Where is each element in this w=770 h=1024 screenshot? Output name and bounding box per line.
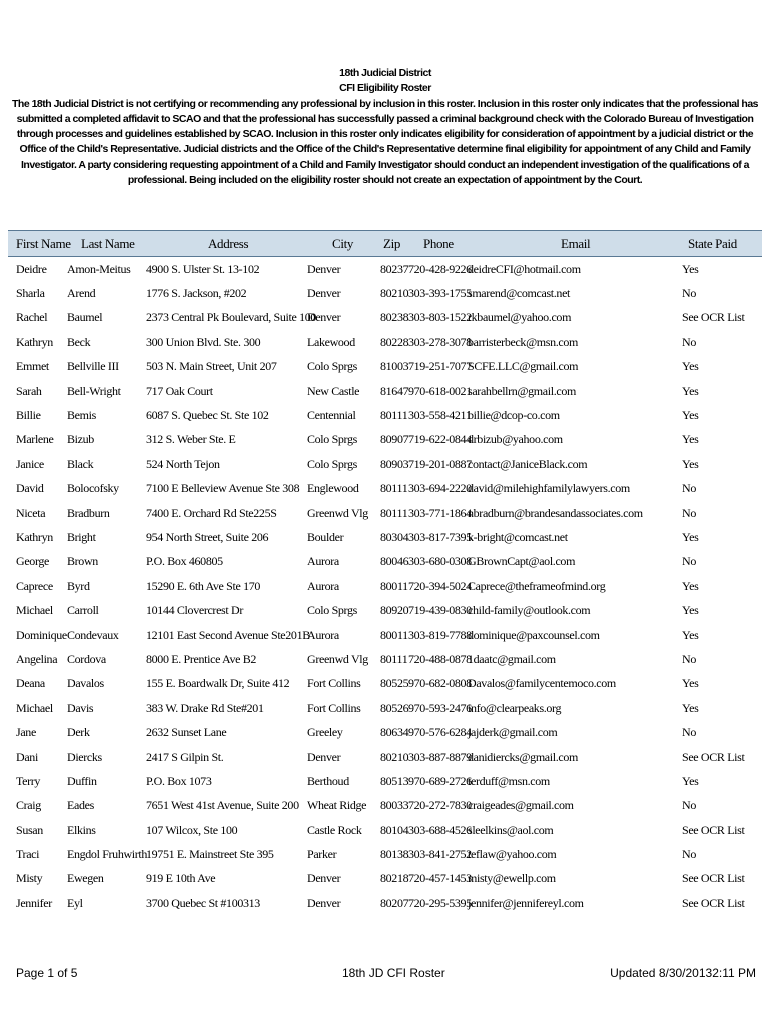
cell-state-paid: No <box>682 847 696 862</box>
table-row <box>8 306 762 330</box>
cell-address: 717 Oak Court <box>146 383 213 398</box>
cell-last-name: Ewegen <box>67 871 104 886</box>
cell-address: 15290 E. 6th Ave Ste 170 <box>146 578 261 593</box>
cell-first-name: Deana <box>16 676 45 691</box>
cell-email: contact@JaniceBlack.com <box>468 456 588 471</box>
table-row <box>8 598 762 622</box>
cell-phone: 719-622-0844 <box>408 432 472 447</box>
cell-zip: 81003 <box>380 359 409 374</box>
cell-email: Davalos@familycentemoco.com <box>468 676 616 691</box>
cell-first-name: Sarah <box>16 383 42 398</box>
cell-first-name: Billie <box>16 408 41 423</box>
cell-first-name: Misty <box>16 871 43 886</box>
cell-email: jennifer@jennifereyl.com <box>468 895 584 910</box>
cell-first-name: Jane <box>16 725 36 740</box>
table-row <box>8 477 762 501</box>
table-row <box>8 355 762 379</box>
cell-state-paid: Yes <box>682 408 699 423</box>
table-body <box>8 257 762 916</box>
roster-table <box>8 230 762 916</box>
cell-city: Colo Sprgs <box>307 456 357 471</box>
updated-timestamp: Updated 8/30/20132:11 PM <box>610 966 756 980</box>
cell-city: Greeley <box>307 725 343 740</box>
cell-zip: 80210 <box>380 286 409 301</box>
cell-first-name: Craig <box>16 798 41 813</box>
cell-email: k-bright@comcast.net <box>468 529 568 544</box>
cell-address: 312 S. Weber Ste. E <box>146 432 236 447</box>
cell-first-name: Kathryn <box>16 334 53 349</box>
cell-email: sleelkins@aol.com <box>468 822 554 837</box>
cell-zip: 80138 <box>380 847 409 862</box>
cell-phone: 719-251-7077 <box>408 359 472 374</box>
cell-email: david@milehighfamilylawyers.com <box>468 481 630 496</box>
cell-phone: 720-272-7830 <box>408 798 472 813</box>
cell-last-name: Bell-Wright <box>67 383 121 398</box>
cell-last-name: Davalos <box>67 676 104 691</box>
cell-zip: 80210 <box>380 749 409 764</box>
cell-city: Greenwd Vlg <box>307 505 368 520</box>
cell-state-paid: Yes <box>682 261 699 276</box>
col-city: City <box>332 235 353 251</box>
col-state-paid: State Paid <box>688 235 737 251</box>
cell-city: Parker <box>307 847 337 862</box>
table-row <box>8 623 762 647</box>
cell-email: drbizub@yahoo.com <box>468 432 563 447</box>
cell-city: Fort Collins <box>307 700 361 715</box>
cell-city: Centennial <box>307 408 356 423</box>
cell-address: 155 E. Boardwalk Dr, Suite 412 <box>146 676 290 691</box>
cell-email: jajderk@gmail.com <box>468 725 558 740</box>
col-email: Email <box>561 235 591 251</box>
cell-city: Denver <box>307 871 341 886</box>
table-row <box>8 501 762 525</box>
cell-zip: 80033 <box>380 798 409 813</box>
cell-phone: 970-682-0808 <box>408 676 472 691</box>
cell-phone: 720-428-9226 <box>408 261 472 276</box>
cell-last-name: Bemis <box>67 408 96 423</box>
cell-state-paid: No <box>682 554 696 569</box>
cell-last-name: Duffin <box>67 773 97 788</box>
cell-address: P.O. Box 1073 <box>146 773 212 788</box>
cell-zip: 80907 <box>380 432 409 447</box>
cell-email: danidiercks@gmail.com <box>468 749 579 764</box>
cell-address: 7400 E. Orchard Rd Ste225S <box>146 505 277 520</box>
cell-phone: 303-558-4211 <box>408 408 472 423</box>
cell-email: sarahbellrn@gmail.com <box>468 383 576 398</box>
table-row <box>8 281 762 305</box>
cell-state-paid: Yes <box>682 432 699 447</box>
cell-last-name: Cordova <box>67 651 106 666</box>
cell-state-paid: No <box>682 286 696 301</box>
cell-city: Colo Sprgs <box>307 603 357 618</box>
cell-address: 7100 E Belleview Avenue Ste 308 <box>146 481 300 496</box>
cell-last-name: Brown <box>67 554 98 569</box>
cell-city: Denver <box>307 895 341 910</box>
cell-state-paid: Yes <box>682 383 699 398</box>
cell-first-name: Rachel <box>16 310 48 325</box>
cell-phone: 719-201-0887 <box>408 456 472 471</box>
cell-zip: 80228 <box>380 334 409 349</box>
cell-last-name: Davis <box>67 700 94 715</box>
cell-zip: 80634 <box>380 725 409 740</box>
cell-state-paid: No <box>682 505 696 520</box>
cell-zip: 80903 <box>380 456 409 471</box>
cell-email: nbradburn@brandesandassociates.com <box>468 505 643 520</box>
cell-first-name: Angelina <box>16 651 58 666</box>
cell-zip: 80104 <box>380 822 409 837</box>
table-row <box>8 647 762 671</box>
cell-email: 1daatc@gmail.com <box>468 651 556 666</box>
cell-address: 2632 Sunset Lane <box>146 725 227 740</box>
cell-phone: 720-457-1453 <box>408 871 472 886</box>
cell-address: 954 North Street, Suite 206 <box>146 529 269 544</box>
cell-address: 8000 E. Prentice Ave B2 <box>146 651 257 666</box>
cell-state-paid: No <box>682 481 696 496</box>
table-row <box>8 696 762 720</box>
cell-last-name: Condevaux <box>67 627 119 642</box>
cell-zip: 80218 <box>380 871 409 886</box>
cell-zip: 80111 <box>380 481 408 496</box>
cell-first-name: Traci <box>16 847 40 862</box>
table-row <box>8 891 762 915</box>
cell-first-name: Susan <box>16 822 43 837</box>
cell-email: misty@ewellp.com <box>468 871 556 886</box>
cell-city: Berthoud <box>307 773 349 788</box>
cell-zip: 80920 <box>380 603 409 618</box>
col-address: Address <box>208 235 249 251</box>
cell-state-paid: Yes <box>682 529 699 544</box>
table-row <box>8 574 762 598</box>
table-row <box>8 257 762 281</box>
cell-city: Denver <box>307 749 341 764</box>
cell-phone: 303-803-1522 <box>408 310 472 325</box>
cell-email: rkbaumel@yahoo.com <box>468 310 572 325</box>
cell-email: billie@dcop-co.com <box>468 408 560 423</box>
cell-zip: 80111 <box>380 408 408 423</box>
cell-address: 19751 E. Mainstreet Ste 395 <box>146 847 274 862</box>
cell-address: 107 Wilcox, Ste 100 <box>146 822 238 837</box>
cell-zip: 80111 <box>380 651 408 666</box>
cell-zip: 80525 <box>380 676 409 691</box>
cell-last-name: Engdol Fruhwirth <box>67 847 148 862</box>
cell-phone: 303-278-3078 <box>408 334 472 349</box>
cell-address: 503 N. Main Street, Unit 207 <box>146 359 277 374</box>
cell-city: Denver <box>307 310 341 325</box>
table-row <box>8 330 762 354</box>
cell-last-name: Baumel <box>67 310 103 325</box>
cell-last-name: Bizub <box>67 432 94 447</box>
cell-last-name: Derk <box>67 725 90 740</box>
table-row <box>8 720 762 744</box>
cell-state-paid: Yes <box>682 456 699 471</box>
cell-phone: 303-680-0308 <box>408 554 472 569</box>
cell-first-name: Michael <box>16 700 53 715</box>
footer-title: 18th JD CFI Roster <box>342 966 445 980</box>
document-header <box>8 66 762 188</box>
cell-email: deidreCFI@hotmail.com <box>468 261 581 276</box>
cell-address: 2417 S Gilpin St. <box>146 749 224 764</box>
cell-first-name: Emmet <box>16 359 49 374</box>
cell-phone: 303-817-7395 <box>408 529 472 544</box>
cell-zip: 80237 <box>380 261 409 276</box>
cell-email: dominique@paxcounsel.com <box>468 627 600 642</box>
cell-city: Wheat Ridge <box>307 798 367 813</box>
cell-phone: 303-393-1755 <box>408 286 472 301</box>
district-title: 18th Judicial District <box>339 67 431 79</box>
cell-zip: 80513 <box>380 773 409 788</box>
cell-last-name: Amon-Meitus <box>67 261 131 276</box>
cell-first-name: Caprece <box>16 578 53 593</box>
cell-email: info@clearpeaks.org <box>468 700 562 715</box>
cell-state-paid: See OCR List <box>682 310 745 325</box>
cell-first-name: Marlene <box>16 432 54 447</box>
cell-state-paid: See OCR List <box>682 871 745 886</box>
cell-state-paid: Yes <box>682 578 699 593</box>
col-zip: Zip <box>383 235 401 251</box>
table-row <box>8 428 762 452</box>
cell-city: Colo Sprgs <box>307 359 357 374</box>
cell-email: child-family@outlook.com <box>468 603 591 618</box>
cell-first-name: Jennifer <box>16 895 52 910</box>
cell-address: 524 North Tejon <box>146 456 220 471</box>
cell-zip: 80046 <box>380 554 409 569</box>
cell-phone: 720-488-0878 <box>408 651 472 666</box>
cell-last-name: Carroll <box>67 603 99 618</box>
cell-phone: 970-576-6284 <box>408 725 472 740</box>
cell-state-paid: No <box>682 725 696 740</box>
cell-phone: 303-841-2752 <box>408 847 472 862</box>
cell-first-name: Kathryn <box>16 529 53 544</box>
cell-zip: 80011 <box>380 578 408 593</box>
cell-state-paid: See OCR List <box>682 895 745 910</box>
table-row <box>8 794 762 818</box>
table-row <box>8 867 762 891</box>
cell-phone: 303-887-8879 <box>408 749 472 764</box>
cell-zip: 80111 <box>380 505 408 520</box>
cell-state-paid: See OCR List <box>682 749 745 764</box>
cell-city: New Castle <box>307 383 360 398</box>
cell-email: terduff@msn.com <box>468 773 550 788</box>
table-row <box>8 403 762 427</box>
cell-phone: 720-295-5395 <box>408 895 472 910</box>
cell-phone: 720-394-5024 <box>408 578 472 593</box>
cell-zip: 80011 <box>380 627 408 642</box>
cell-zip: 81647 <box>380 383 409 398</box>
cell-city: Englewood <box>307 481 359 496</box>
cell-state-paid: No <box>682 651 696 666</box>
cell-zip: 80526 <box>380 700 409 715</box>
cell-first-name: George <box>16 554 49 569</box>
cell-last-name: Byrd <box>67 578 90 593</box>
cell-email: Caprece@theframeofmind.org <box>468 578 606 593</box>
cell-address: 919 E 10th Ave <box>146 871 216 886</box>
cell-first-name: Deidre <box>16 261 47 276</box>
table-row <box>8 550 762 574</box>
cell-state-paid: Yes <box>682 676 699 691</box>
cell-state-paid: Yes <box>682 359 699 374</box>
cell-phone: 303-694-2220 <box>408 481 472 496</box>
table-row <box>8 769 762 793</box>
cell-address: 7651 West 41st Avenue, Suite 200 <box>146 798 299 813</box>
page-footer <box>8 966 762 982</box>
table-row <box>8 672 762 696</box>
table-row <box>8 745 762 769</box>
cell-phone: 970-618-0021 <box>408 383 472 398</box>
cell-email: smarend@comcast.net <box>468 286 571 301</box>
cell-first-name: Dani <box>16 749 38 764</box>
cell-last-name: Eyl <box>67 895 83 910</box>
cell-last-name: Eades <box>67 798 94 813</box>
cell-state-paid: Yes <box>682 700 699 715</box>
cell-address: 12101 East Second Avenue Ste201B <box>146 627 310 642</box>
page-number: Page 1 of 5 <box>16 966 78 980</box>
cell-phone: 303-771-1864 <box>408 505 472 520</box>
cell-first-name: Terry <box>16 773 41 788</box>
cell-address: 1776 S. Jackson, #202 <box>146 286 247 301</box>
cell-email: craigeades@gmail.com <box>468 798 574 813</box>
cell-address: P.O. Box 460805 <box>146 554 223 569</box>
cell-state-paid: Yes <box>682 627 699 642</box>
table-row <box>8 379 762 403</box>
cell-first-name: Michael <box>16 603 53 618</box>
cell-state-paid: Yes <box>682 773 699 788</box>
cell-email: teflaw@yahoo.com <box>468 847 557 862</box>
cell-phone: 970-593-2476 <box>408 700 472 715</box>
cell-city: Aurora <box>307 554 339 569</box>
cell-last-name: Diercks <box>67 749 102 764</box>
cell-state-paid: No <box>682 798 696 813</box>
cell-phone: 303-688-4526 <box>408 822 472 837</box>
cell-zip: 80304 <box>380 529 409 544</box>
cell-first-name: David <box>16 481 44 496</box>
cell-address: 4900 S. Ulster St. 13-102 <box>146 261 260 276</box>
cell-zip: 80238 <box>380 310 409 325</box>
cell-last-name: Beck <box>67 334 91 349</box>
cell-state-paid: Yes <box>682 603 699 618</box>
cell-last-name: Black <box>67 456 94 471</box>
cell-phone: 719-439-0830 <box>408 603 472 618</box>
cell-first-name: Dominique <box>16 627 67 642</box>
col-last-name: Last Name <box>81 235 135 251</box>
cell-city: Aurora <box>307 578 339 593</box>
cell-phone: 303-819-7788 <box>408 627 472 642</box>
cell-zip: 80207 <box>380 895 409 910</box>
cell-city: Denver <box>307 261 341 276</box>
cell-last-name: Bellville III <box>67 359 119 374</box>
cell-first-name: Niceta <box>16 505 46 520</box>
col-phone: Phone <box>423 235 454 251</box>
cell-phone: 970-689-2726 <box>408 773 472 788</box>
cell-email: SCFE.LLC@gmail.com <box>468 359 579 374</box>
cell-last-name: Bolocofsky <box>67 481 119 496</box>
cell-last-name: Elkins <box>67 822 96 837</box>
cell-first-name: Sharla <box>16 286 45 301</box>
cell-city: Lakewood <box>307 334 355 349</box>
cell-address: 10144 Clovercrest Dr <box>146 603 243 618</box>
table-row <box>8 818 762 842</box>
cell-last-name: Bradburn <box>67 505 110 520</box>
cell-state-paid: See OCR List <box>682 822 745 837</box>
table-header <box>8 230 762 257</box>
cell-address: 2373 Central Pk Boulevard, Suite 100 <box>146 310 317 325</box>
table-row <box>8 525 762 549</box>
disclaimer-paragraph: The 18th Judicial District is not certifying or recommending any professional by inclusion in this roster. Inclusion in this roster only indicates that the professional has submitted a completed affidavit to SCAO and that the professional has successfully passed a criminal background check with the Colorado Bureau of Investigation through processes and guidelines established by SCAO. Inclusion in this roster only indicates eligibility for consideration of appointment by a judicial district or the Office of the Child's Representative. Judicial districts and the Office of the Child's Representative determine final eligibility for appointment of any Child and Family Investigator. A party considering requesting appointment of a Child and Family Investigator should conduct an independent investigation of the qualifications of a professional. Being included on the eligibility roster should not create an expectation of appointment by the Court. <box>12 97 758 187</box>
cell-last-name: Bright <box>67 529 96 544</box>
cell-city: Denver <box>307 286 341 301</box>
cell-email: barristerbeck@msn.com <box>468 334 578 349</box>
table-row <box>8 452 762 476</box>
cell-city: Greenwd Vlg <box>307 651 368 666</box>
table-row <box>8 842 762 866</box>
col-first-name: First Name <box>16 235 71 251</box>
cell-address: 3700 Quebec St #100313 <box>146 895 260 910</box>
cell-city: Aurora <box>307 627 339 642</box>
cell-last-name: Arend <box>67 286 96 301</box>
cell-address: 6087 S. Quebec St. Ste 102 <box>146 408 269 423</box>
cell-address: 300 Union Blvd. Ste. 300 <box>146 334 261 349</box>
cell-city: Boulder <box>307 529 344 544</box>
cell-city: Castle Rock <box>307 822 362 837</box>
cell-address: 383 W. Drake Rd Ste#201 <box>146 700 264 715</box>
cell-city: Colo Sprgs <box>307 432 357 447</box>
cell-state-paid: No <box>682 334 696 349</box>
roster-title: CFI Eligibility Roster <box>339 82 431 95</box>
cell-city: Fort Collins <box>307 676 361 691</box>
cell-first-name: Janice <box>16 456 44 471</box>
cell-email: GBrownCapt@aol.com <box>468 554 576 569</box>
